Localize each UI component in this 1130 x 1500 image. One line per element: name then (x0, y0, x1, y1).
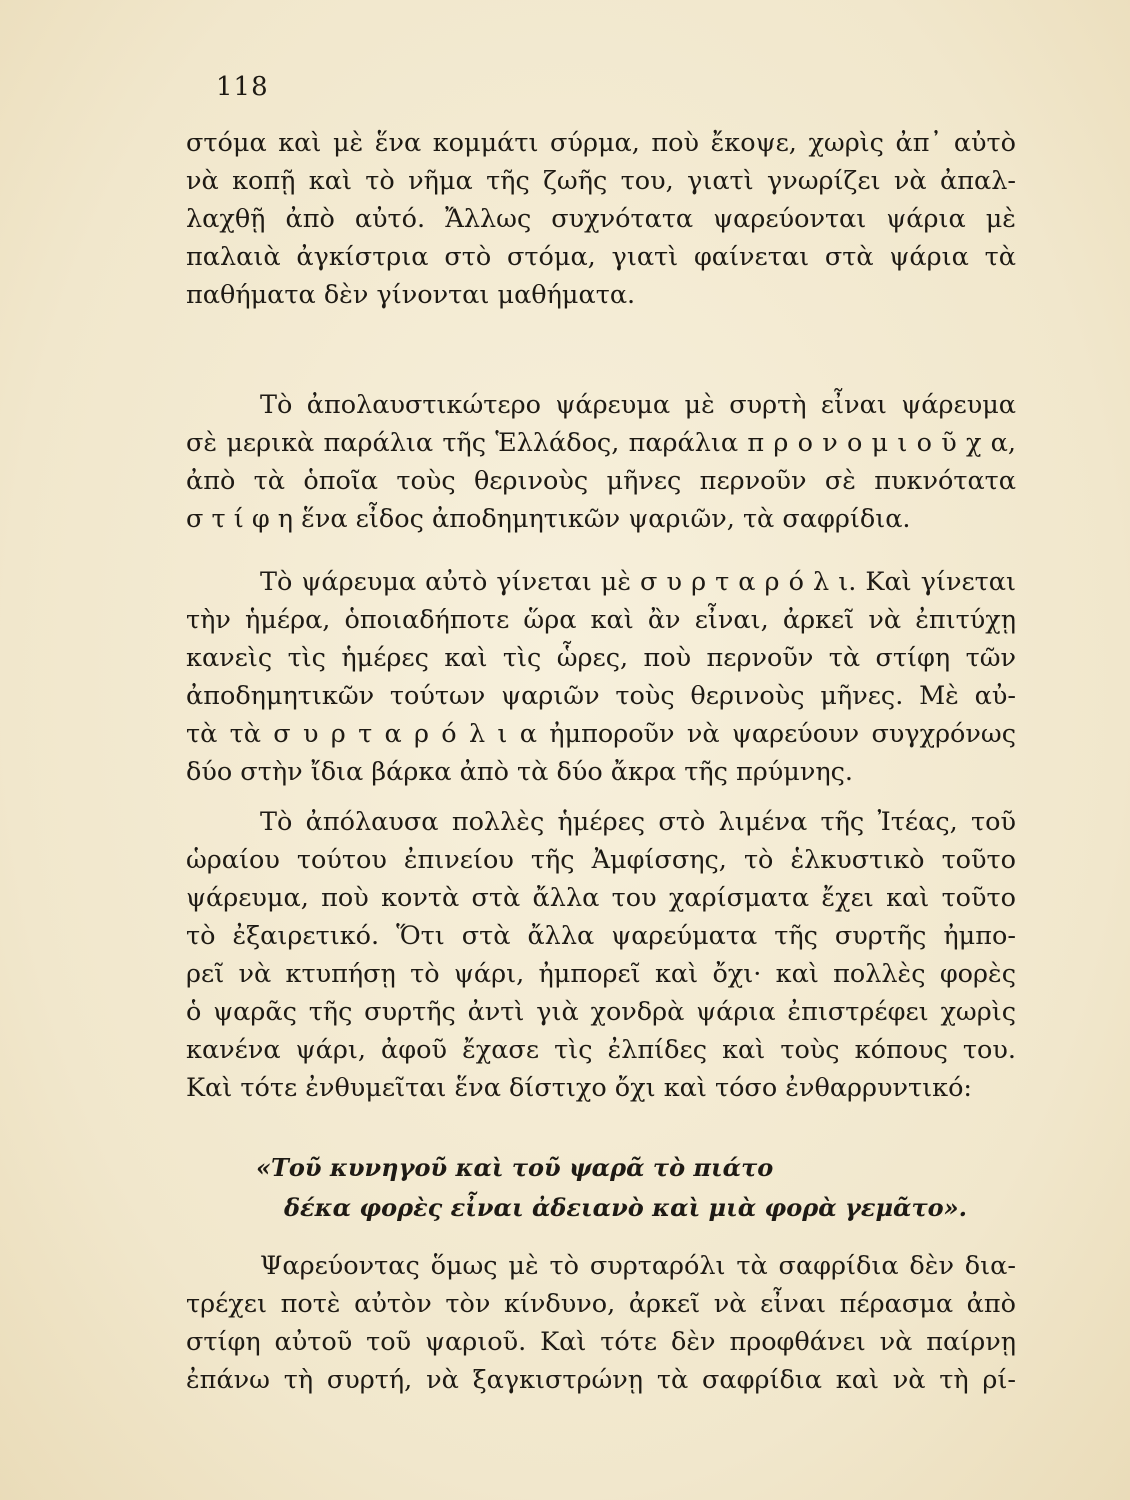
text-line: ρεῖ νὰ κτυπήσῃ τὸ ψάρι, ἠμπορεῖ καὶ ὄχι· καὶ πολλὲς φορὲς (186, 959, 1016, 989)
text-line: Τὸ ἀπόλαυσα πολλὲς ἡμέρες στὸ λιμένα τῆς Ἰτέας, τοῦ (260, 807, 1016, 837)
text-line: Τὸ ἀπολαυστικώτερο ψάρευμα μὲ συρτὴ εἶναι ψάρευμα (260, 390, 1016, 420)
text-line: παλαιὰ ἀγκίστρια στὸ στόμα, γιατὶ φαίνεται στὰ ψάρια τὰ (186, 242, 1016, 272)
text-line: τρέχει ποτὲ αὐτὸν τὸν κίνδυνο, ἀρκεῖ νὰ εἶναι πέρασμα ἀπὸ (186, 1289, 1016, 1319)
text-line: νὰ κοπῇ καὶ τὸ νῆμα τῆς ζωῆς του, γιατὶ γνωρίζει νὰ ἀπαλ- (186, 166, 1016, 196)
verse-line: δέκα φορὲς εἶναι ἀδειανὸ καὶ μιὰ φορὰ γεμᾶτο». (284, 1193, 968, 1222)
paragraph-3 (186, 563, 1016, 791)
paragraph-2 (186, 386, 1016, 538)
text-line: Ψαρεύοντας ὅμως μὲ τὸ συρταρόλι τὰ σαφρίδια δὲν δια- (260, 1251, 1016, 1281)
paragraph-4 (186, 803, 1016, 1107)
text-line: στόμα καὶ μὲ ἕνα κομμάτι σύρμα, ποὺ ἔκοψε, χωρὶς ἀπ᾿ αὐτὸ (186, 128, 1016, 158)
text-line: ἀπὸ τὰ ὁποῖα τοὺς θερινοὺς μῆνες περνοῦν σὲ πυκνότατα (186, 466, 1016, 496)
text-line: Τὸ ψάρευμα αὐτὸ γίνεται μὲ σ υ ρ τ α ρ ό λ ι. Καὶ γίνεται (260, 567, 1016, 597)
text-line: κανεὶς τὶς ἡμέρες καὶ τὶς ὧρες, ποὺ περνοῦν τὰ στίφη τῶν (186, 643, 1016, 673)
text-line: λαχθῇ ἀπὸ αὐτό. Ἄλλως συχνότατα ψαρεύονται ψάρια μὲ (186, 204, 1016, 234)
text-line: στίφη αὐτοῦ τοῦ ψαριοῦ. Καὶ τότε δὲν προφθάνει νὰ παίρνῃ (186, 1327, 1016, 1357)
text-line: παθήματα δὲν γίνονται μαθήματα. (186, 280, 636, 310)
text-line: ὁ ψαρᾶς τῆς συρτῆς ἀντὶ γιὰ χονδρὰ ψάρια ἐπιστρέφει χωρὶς (186, 997, 1016, 1027)
verse-couplet (256, 1148, 976, 1228)
paragraph-1 (186, 124, 1016, 314)
paragraph-5 (186, 1247, 1016, 1399)
text-line: τὸ ἐξαιρετικό. Ὅτι στὰ ἄλλα ψαρεύματα τῆς συρτῆς ἠμπο- (186, 921, 1016, 951)
text-line: τὴν ἡμέρα, ὁποιαδήποτε ὥρα καὶ ἂν εἶναι, ἀρκεῖ νὰ ἐπιτύχῃ (186, 605, 1016, 635)
text-line: ψάρευμα, ποὺ κοντὰ στὰ ἄλλα του χαρίσματα ἔχει καὶ τοῦτο (186, 883, 1016, 913)
text-line: σὲ μερικὰ παράλια τῆς Ἑλλάδος, παράλια π ρ ο ν ο μ ι ο ῦ χ α, (186, 428, 1016, 458)
text-line: σ τ ί φ η ἕνα εἶδος ἀποδημητικῶν ψαριῶν, τὰ σαφρίδια. (186, 504, 911, 534)
text-line: κανένα ψάρι, ἀφοῦ ἔχασε τὶς ἐλπίδες καὶ τοὺς κόπους του. (186, 1035, 1016, 1065)
text-line: ὡραίου τούτου ἐπινείου τῆς Ἀμφίσσης, τὸ ἑλκυστικὸ τοῦτο (186, 845, 1016, 875)
text-line: ἐπάνω τὴ συρτή, νὰ ξαγκιστρώνῃ τὰ σαφρίδια καὶ νὰ τὴ ρί- (186, 1365, 1016, 1395)
text-line: ἀποδημητικῶν τούτων ψαριῶν τοὺς θερινοὺς μῆνες. Μὲ αὐ- (186, 681, 1016, 711)
text-line: τὰ τὰ σ υ ρ τ α ρ ό λ ι α ἠμποροῦν νὰ ψαρεύουν συγχρόνως (186, 719, 1016, 749)
text-line: δύο στὴν ἴδια βάρκα ἀπὸ τὰ δύο ἄκρα τῆς πρύμνης. (186, 757, 854, 787)
page-number: 118 (216, 72, 269, 102)
verse-line: «Τοῦ κυνηγοῦ καὶ τοῦ ψαρᾶ τὸ πιάτο (256, 1153, 774, 1182)
text-line: Καὶ τότε ἐνθυμεῖται ἕνα δίστιχο ὄχι καὶ τόσο ἐνθαρρυντικό: (186, 1073, 973, 1103)
